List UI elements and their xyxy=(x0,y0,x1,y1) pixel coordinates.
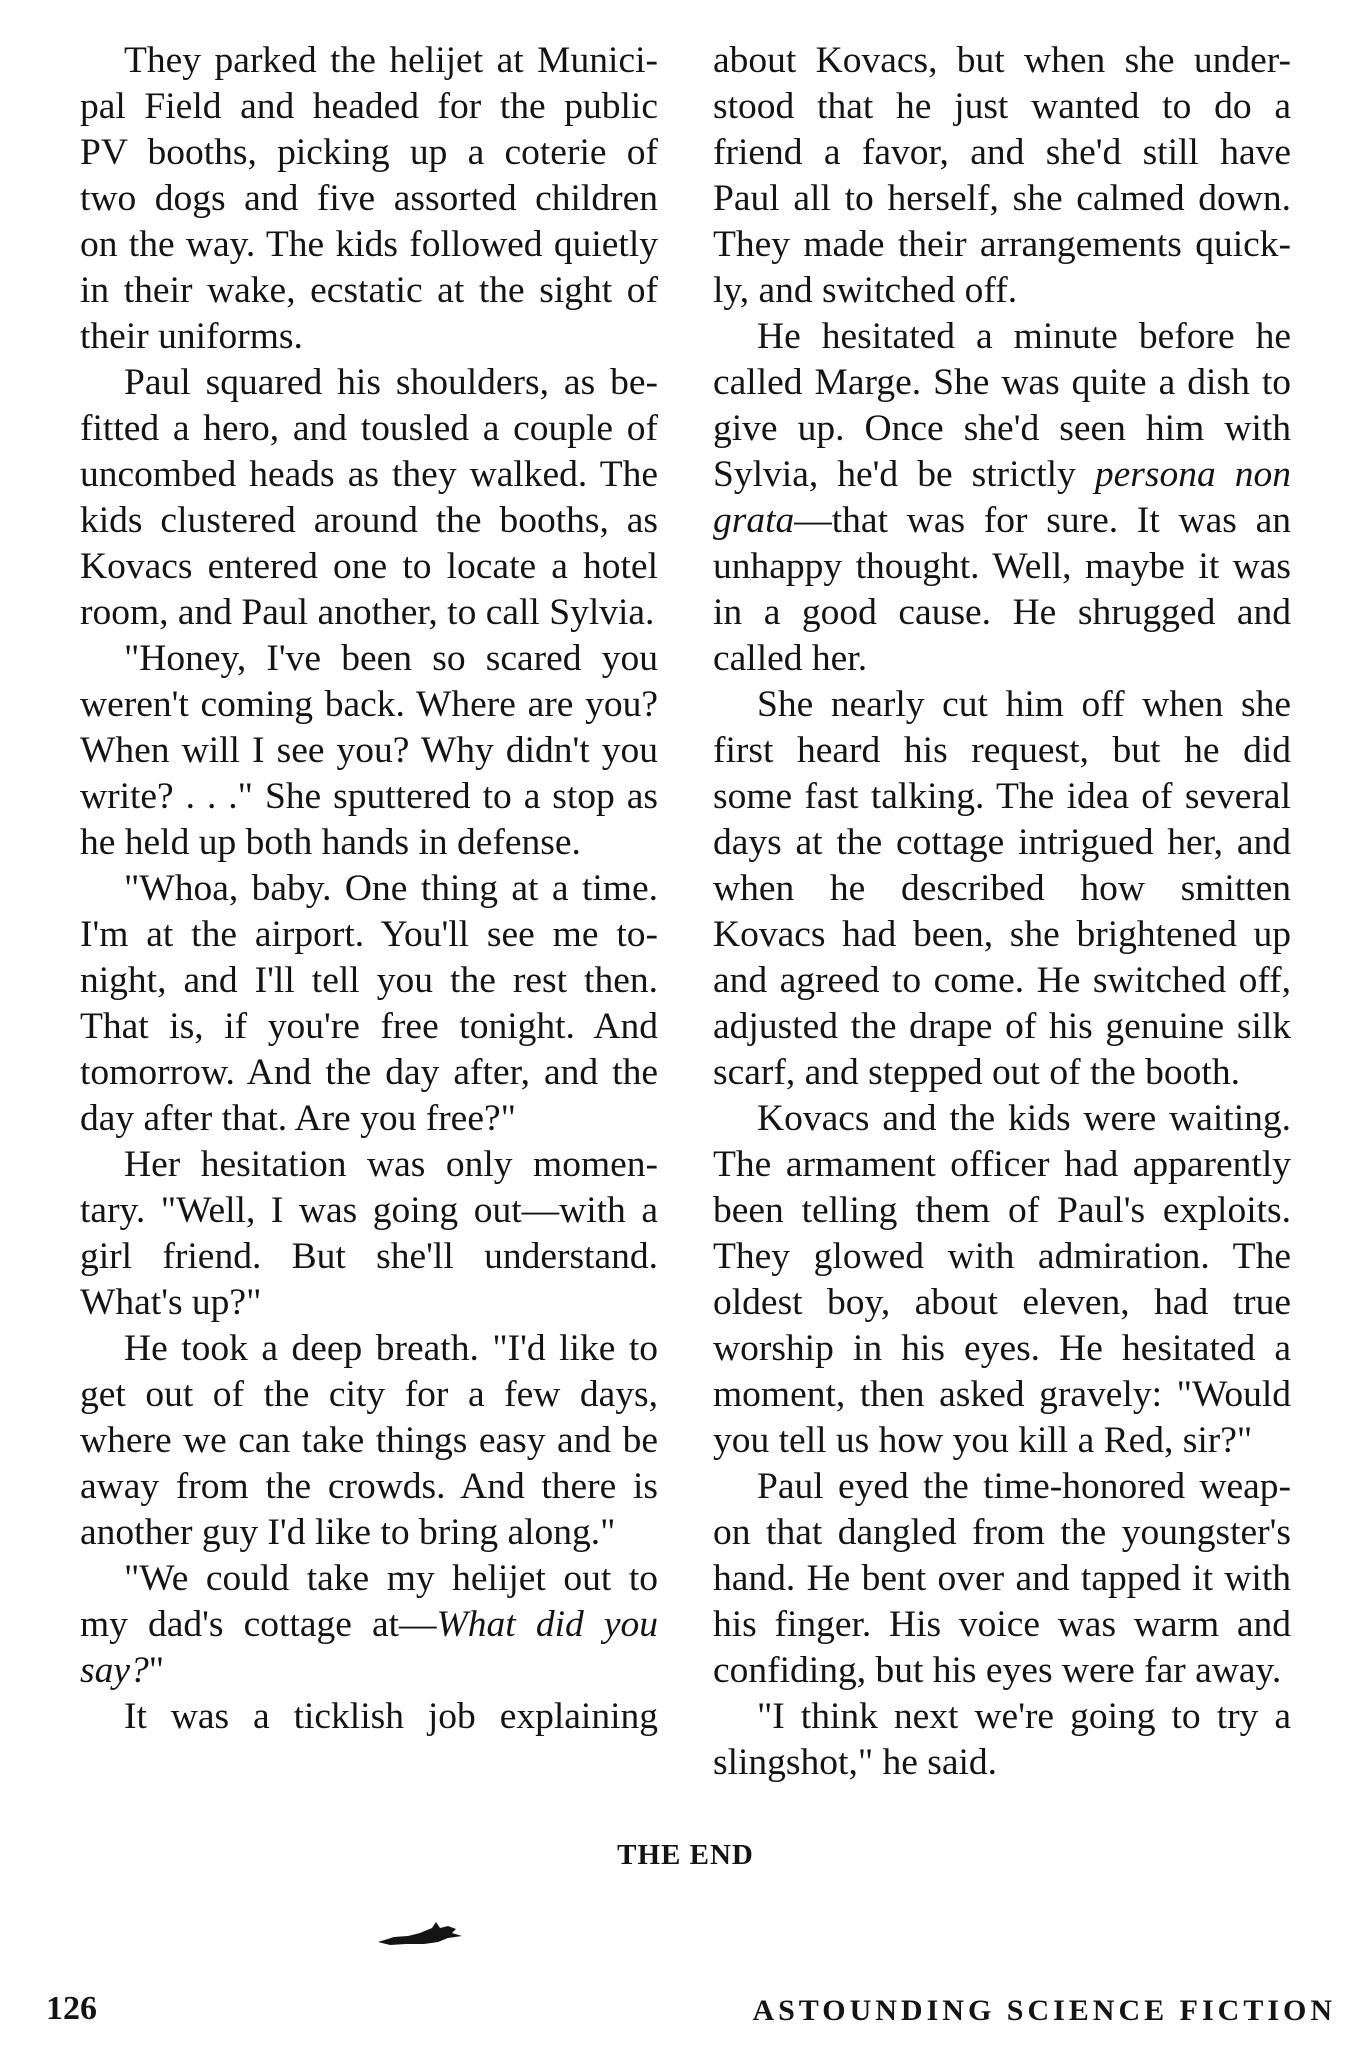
quote-text: "We could take my helijet out to my dad's cottage at— xyxy=(80,1558,658,1645)
paragraph: Paul eyed the time-honored weap-on that dangled from the youngster's hand. He bent over and tapped it with his finger. His voice was warm and confiding, but his eyes were far away. xyxy=(713,1466,1291,1691)
paragraph xyxy=(80,1556,658,1694)
paragraph xyxy=(713,314,1291,682)
paragraph: It was a ticklish job explaining xyxy=(124,1696,658,1737)
paragraph: She nearly cut him off when she first heard his request, but he did some fast talking. The idea of several days at the cottage intrigued her, and when he described how smitten Kovacs had been, she brightened up and agreed to come. He switched off, adjusted the drape of his genuine silk scarf, and stepped out of the booth. xyxy=(713,684,1291,1093)
italic-text: What did you say? xyxy=(80,1604,658,1691)
paragraph: "Honey, I've been so scared you weren't coming back. Where are you? When will I see you? Why didn't you write? . . ." She sputtered to a stop as he held up both hands in defense. xyxy=(80,638,658,863)
quote-close: " xyxy=(148,1650,165,1691)
left-column xyxy=(80,38,658,1740)
right-column xyxy=(713,38,1291,1786)
paragraph-text: He hesitated a minute before he called Marge. She was quite a dish to give up. Once she'd seen him with Sylvia, he'd be strictly xyxy=(713,316,1291,495)
paragraph: They parked the helijet at Munici-pal Field and headed for the public PV booths, picking up a coterie of two dogs and five assorted children on the way. The kids followed quietly in their wake, ecstatic at the sight of their uniforms. xyxy=(80,40,658,357)
page-number: 126 xyxy=(46,1990,97,2027)
italic-text: persona non grata xyxy=(713,454,1291,541)
paragraph: Paul squared his shoulders, as be-fitted a hero, and tousled a couple of uncombed heads as they walked. The kids clustered around the booths, as Kovacs entered one to locate a hotel room, and Paul another, to call Sylvia. xyxy=(80,362,658,633)
paragraph: He took a deep breath. "I'd like to get out of the city for a few days, where we can take things easy and be away from the crowds. And there is another guy I'd like to bring along." xyxy=(80,1328,658,1553)
paragraph: "I think next we're going to try a slingshot," he said. xyxy=(713,1696,1291,1783)
paragraph-text: —that was for sure. It was an unhappy thought. Well, maybe it was in a good cause. He shrugged and called her. xyxy=(713,500,1291,679)
the-end-label: THE END xyxy=(617,1839,754,1871)
paragraph: Kovacs and the kids were waiting. The armament officer had apparently been telling them of Paul's exploits. They glowed with admiration. The oldest boy, about eleven, had true worship in his eyes. He hesitated a moment, then asked gravely: "Would you tell us how you kill a Red, sir?" xyxy=(713,1098,1291,1461)
leaping-animal-ornament-icon xyxy=(376,1920,466,1950)
paragraph: about Kovacs, but when she under-stood that he just wanted to do a friend a favor, and she'd still have Paul all to herself, she calmed down. They made their arrangements quick-ly, and switched off. xyxy=(713,40,1291,311)
paragraph: "Whoa, baby. One thing at a time. I'm at the airport. You'll see me to-night, and I'll tell you the rest then. That is, if you're free tonight. And tomorrow. And the day after, and the day after that. Are you free?" xyxy=(80,868,658,1139)
running-title: ASTOUNDING SCIENCE FICTION xyxy=(752,1994,1336,2027)
paragraph: Her hesitation was only momen-tary. "Well, I was going out—with a girl friend. But she'll understand. What's up?" xyxy=(80,1144,658,1323)
